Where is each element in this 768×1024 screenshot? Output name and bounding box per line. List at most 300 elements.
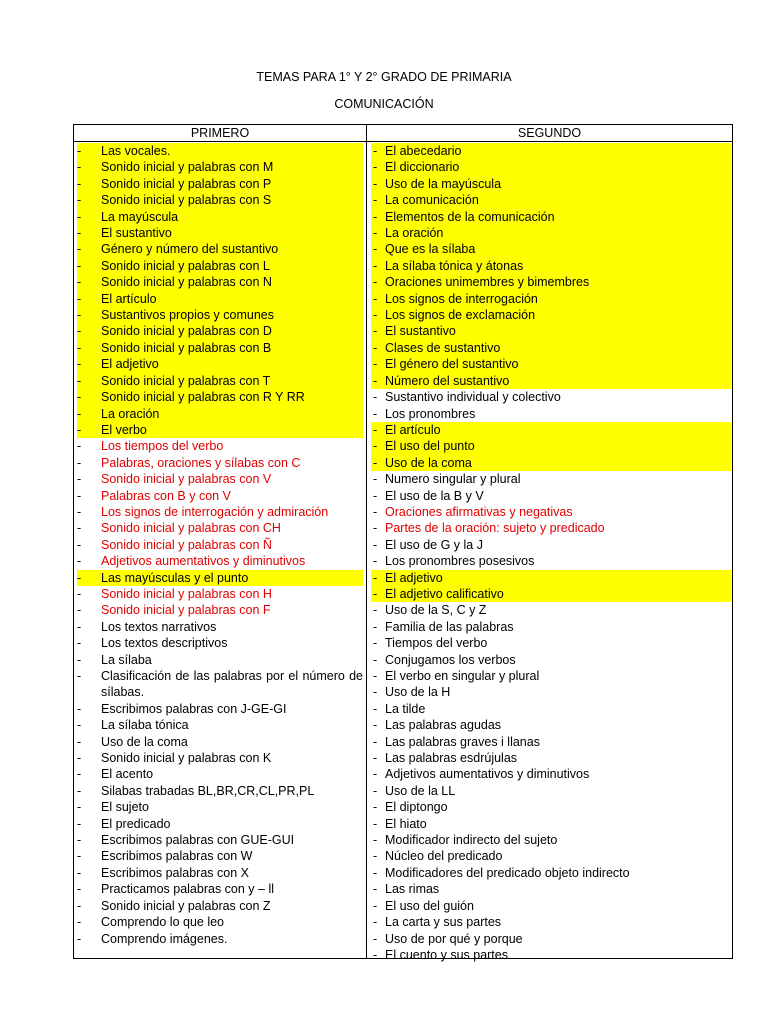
bullet-dash: - [373, 701, 378, 716]
bullet-dash: - [77, 144, 82, 158]
bullet-dash: - [373, 898, 378, 913]
bullet-dash: - [77, 193, 82, 208]
topic-text: El adjetivo [101, 357, 159, 372]
list-item-primero [77, 602, 363, 618]
bullet-dash: - [373, 176, 378, 191]
topic-text: Sonido inicial y palabras con Z [101, 898, 271, 913]
topic-text: La mayúscula [101, 209, 179, 224]
topic-text: Elementos de la comunicación [385, 209, 555, 224]
list-item-segundo [371, 684, 731, 700]
topic-text: Sustantivos propios y comunes [101, 308, 275, 323]
topic-text: Clasificación de las palabras por el número de sílabas. [101, 669, 363, 700]
list-item-primero [77, 881, 363, 897]
list-item-primero [77, 799, 363, 815]
list-item-primero [77, 750, 363, 766]
bullet-dash: - [77, 669, 82, 683]
topic-text: Uso de la mayúscula [385, 176, 502, 191]
list-item-primero [77, 898, 363, 914]
list-item-primero [77, 356, 363, 372]
list-item-primero [77, 209, 363, 225]
list-item-primero [77, 635, 363, 651]
bullet-dash: - [77, 455, 82, 470]
topic-text: Palabras, oraciones y sílabas con C [101, 455, 301, 470]
list-item-primero [77, 323, 363, 339]
topic-text: El acento [101, 767, 154, 782]
bullet-dash: - [77, 324, 82, 339]
header-segundo: SEGUNDO [517, 126, 582, 140]
topic-text: Sonido inicial y palabras con M [101, 160, 274, 175]
bullet-dash: - [373, 488, 378, 503]
topic-text: Numero singular y plural [385, 472, 521, 487]
bullet-dash: - [373, 882, 378, 897]
bullet-dash: - [373, 521, 378, 536]
bullet-dash: - [373, 816, 378, 831]
bullet-dash: - [77, 734, 82, 749]
list-item-segundo [371, 635, 731, 651]
bullet-dash: - [373, 833, 378, 848]
bullet-dash: - [373, 439, 378, 454]
list-item-segundo [371, 537, 731, 553]
list-item-segundo [371, 766, 731, 782]
page-subtitle: COMUNICACIÓN [334, 97, 434, 111]
bullet-dash: - [77, 275, 82, 290]
bullet-dash: - [77, 488, 82, 503]
list-item-segundo [371, 192, 731, 208]
list-item-primero [77, 848, 363, 864]
list-item-segundo [371, 209, 731, 225]
list-item-segundo [371, 898, 731, 914]
bullet-dash: - [77, 718, 82, 733]
topic-text: El uso del guión [385, 898, 474, 913]
topic-text: La comunicación [385, 193, 479, 208]
topic-text: Escribimos palabras con X [101, 865, 249, 880]
topic-text: Sonido inicial y palabras con D [101, 324, 272, 339]
bullet-dash: - [373, 324, 378, 339]
list-item-segundo [371, 422, 731, 438]
bullet-dash: - [373, 226, 378, 241]
topic-text: Sonido inicial y palabras con B [101, 340, 272, 355]
bullet-dash: - [373, 242, 378, 257]
bullet-dash: - [77, 652, 82, 667]
topic-text: El verbo en singular y plural [385, 669, 540, 683]
list-item-primero [77, 668, 363, 701]
bullet-dash: - [373, 586, 378, 601]
list-item-segundo [371, 914, 731, 930]
bullet-dash: - [77, 258, 82, 273]
list-item-segundo [371, 619, 731, 635]
bullet-dash: - [77, 160, 82, 175]
topic-text: El género del sustantivo [385, 357, 519, 372]
topic-text: La carta y sus partes [385, 915, 502, 930]
topic-text: Los signos de exclamación [385, 308, 536, 323]
list-item-primero [77, 258, 363, 274]
bullet-dash: - [373, 308, 378, 323]
bullet-dash: - [373, 357, 378, 372]
bullet-dash: - [77, 701, 82, 716]
list-item-primero [77, 488, 363, 504]
list-item-primero [77, 389, 363, 405]
list-item-segundo [371, 176, 731, 192]
list-item-segundo [371, 291, 731, 307]
bullet-dash: - [77, 176, 82, 191]
bullet-dash: - [77, 390, 82, 405]
bullet-dash: - [373, 652, 378, 667]
topics-table [73, 124, 733, 962]
list-item-segundo [371, 159, 731, 175]
topic-text: Familia de las palabras [385, 619, 514, 634]
topic-text: Las rimas [385, 882, 440, 897]
bullet-dash: - [373, 160, 378, 175]
topic-text: Las palabras graves i llanas [385, 734, 540, 749]
topic-text: Practicamos palabras con y – ll [101, 882, 274, 897]
topic-text: El adjetivo [385, 570, 443, 585]
bullet-dash: - [373, 751, 378, 766]
bullet-dash: - [77, 308, 82, 323]
topic-text: Los textos narrativos [101, 619, 217, 634]
primero-column [77, 143, 363, 947]
topic-text: Sustantivo individual y colectivo [385, 390, 561, 405]
topic-text: Sonido inicial y palabras con H [101, 586, 272, 601]
bullet-dash: - [77, 586, 82, 601]
bullet-dash: - [373, 931, 378, 946]
topic-text: El abecedario [385, 144, 462, 158]
list-item-segundo [371, 356, 731, 372]
list-item-primero [77, 832, 363, 848]
list-item-primero [77, 865, 363, 881]
bullet-dash: - [77, 800, 82, 815]
list-item-primero [77, 504, 363, 520]
topic-text: Sonido inicial y palabras con Ñ [101, 537, 272, 552]
bullet-dash: - [373, 636, 378, 651]
topic-text: El sustantivo [101, 226, 172, 241]
list-item-segundo [371, 307, 731, 323]
list-item-segundo [371, 504, 731, 520]
bullet-dash: - [373, 603, 378, 618]
topic-text: Número del sustantivo [385, 373, 510, 388]
bullet-dash: - [373, 291, 378, 306]
bullet-dash: - [373, 619, 378, 634]
list-item-segundo [371, 488, 731, 504]
topic-text: Uso de la coma [101, 734, 188, 749]
list-item-primero [77, 406, 363, 422]
topic-text: Oraciones afirmativas y negativas [385, 504, 573, 519]
bullet-dash: - [77, 751, 82, 766]
bullet-dash: - [77, 504, 82, 519]
list-item-primero [77, 340, 363, 356]
topic-text: Conjugamos los verbos [385, 652, 516, 667]
topic-text: Uso de la coma [385, 455, 472, 470]
topic-text: Modificador indirecto del sujeto [385, 833, 558, 848]
bullet-dash: - [373, 718, 378, 733]
list-item-primero [77, 701, 363, 717]
bullet-dash: - [77, 915, 82, 930]
list-item-primero [77, 931, 363, 947]
list-item-primero [77, 422, 363, 438]
topic-text: El predicado [101, 816, 171, 831]
topic-text: Comprendo imágenes. [101, 931, 228, 946]
table-header-row [74, 125, 732, 142]
topic-text: Sonido inicial y palabras con P [101, 176, 272, 191]
list-item-segundo [371, 143, 731, 159]
bullet-dash: - [77, 537, 82, 552]
header-primero: PRIMERO [190, 126, 250, 140]
topic-text: Los pronombres [385, 406, 476, 421]
bullet-dash: - [77, 898, 82, 913]
bullet-dash: - [77, 816, 82, 831]
list-item-segundo [371, 471, 731, 487]
bullet-dash: - [373, 865, 378, 880]
list-item-primero [77, 455, 363, 471]
list-item-segundo [371, 799, 731, 815]
list-item-segundo [371, 931, 731, 947]
bullet-dash: - [77, 340, 82, 355]
bullet-dash: - [373, 340, 378, 355]
topic-text: Escribimos palabras con J-GE-GI [101, 701, 287, 716]
topic-text: Clases de sustantivo [385, 340, 501, 355]
list-item-segundo [371, 570, 731, 586]
topic-text: Silabas trabadas BL,BR,CR,CL,PR,PL [101, 783, 315, 798]
topic-text: El uso del punto [385, 439, 475, 454]
bullet-dash: - [373, 193, 378, 208]
topic-text: Sonido inicial y palabras con L [101, 258, 270, 273]
topic-text: Sonido inicial y palabras con R Y RR [101, 390, 305, 405]
list-item-primero [77, 570, 363, 586]
topic-text: Modificadores del predicado objeto indirecto [385, 865, 630, 880]
list-item-primero [77, 520, 363, 536]
list-item-segundo [371, 586, 731, 602]
list-item-primero [77, 192, 363, 208]
topic-text: Los tiempos del verbo [101, 439, 224, 454]
list-item-segundo [371, 340, 731, 356]
topic-text: Partes de la oración: sujeto y predicado [385, 521, 605, 536]
list-item-segundo [371, 406, 731, 422]
topic-text: El uso de la B y V [385, 488, 484, 503]
bullet-dash: - [373, 373, 378, 388]
list-item-primero [77, 914, 363, 930]
bullet-dash: - [77, 373, 82, 388]
topic-text: Los textos descriptivos [101, 636, 228, 651]
list-item-segundo [371, 865, 731, 881]
list-item-segundo [371, 225, 731, 241]
list-item-segundo [371, 455, 731, 471]
topic-text: Adjetivos aumentativos y diminutivos [101, 554, 306, 569]
list-item-segundo [371, 602, 731, 618]
topic-text: Sonido inicial y palabras con K [101, 751, 272, 766]
bullet-dash: - [373, 570, 378, 585]
list-item-primero [77, 717, 363, 733]
list-item-primero [77, 291, 363, 307]
bullet-dash: - [373, 947, 378, 962]
topic-text: La sílaba [101, 652, 152, 667]
topic-text: El verbo [101, 422, 147, 437]
bullet-dash: - [77, 209, 82, 224]
list-item-segundo [371, 848, 731, 864]
list-item-primero [77, 652, 363, 668]
list-item-primero [77, 241, 363, 257]
bullet-dash: - [373, 275, 378, 290]
topic-text: Uso de por qué y porque [385, 931, 523, 946]
bullet-dash: - [77, 554, 82, 569]
list-item-primero [77, 159, 363, 175]
bullet-dash: - [77, 406, 82, 421]
list-item-primero [77, 274, 363, 290]
topic-text: Sonido inicial y palabras con CH [101, 521, 281, 536]
list-item-segundo [371, 717, 731, 733]
topic-text: El sujeto [101, 800, 149, 815]
bullet-dash: - [77, 472, 82, 487]
bullet-dash: - [373, 849, 378, 864]
bullet-dash: - [77, 636, 82, 651]
topic-text: Comprendo lo que leo [101, 915, 224, 930]
topic-text: Las palabras agudas [385, 718, 502, 733]
list-item-primero [77, 438, 363, 454]
list-item-primero [77, 537, 363, 553]
list-item-segundo [371, 274, 731, 290]
list-item-primero [77, 816, 363, 832]
topic-text: El cuento y sus partes [385, 947, 508, 962]
bullet-dash: - [373, 258, 378, 273]
bullet-dash: - [77, 422, 82, 437]
list-item-primero [77, 553, 363, 569]
bullet-dash: - [373, 783, 378, 798]
bullet-dash: - [77, 291, 82, 306]
bullet-dash: - [77, 226, 82, 241]
topic-text: Los signos de interrogación [385, 291, 538, 306]
bullet-dash: - [373, 455, 378, 470]
bullet-dash: - [373, 422, 378, 437]
topic-text: El uso de G y la J [385, 537, 483, 552]
topic-text: Escribimos palabras con GUE-GUI [101, 833, 295, 848]
bullet-dash: - [77, 570, 82, 585]
column-divider [366, 125, 367, 958]
page-title: TEMAS PARA 1° Y 2° GRADO DE PRIMARIA [256, 70, 512, 84]
topic-text: Palabras con B y con V [101, 488, 231, 503]
topic-text: Las mayúsculas y el punto [101, 570, 249, 585]
bullet-dash: - [373, 209, 378, 224]
list-item-segundo [371, 668, 731, 684]
list-item-primero [77, 471, 363, 487]
topic-text: La oración [385, 226, 444, 241]
list-item-segundo [371, 881, 731, 897]
list-item-segundo [371, 734, 731, 750]
topic-text: La tilde [385, 701, 426, 716]
topic-text: El artículo [101, 291, 157, 306]
bullet-dash: - [373, 915, 378, 930]
list-item-segundo [371, 750, 731, 766]
bullet-dash: - [77, 931, 82, 946]
bullet-dash: - [373, 669, 378, 683]
list-item-segundo [371, 553, 731, 569]
bullet-dash: - [77, 767, 82, 782]
list-item-segundo [371, 652, 731, 668]
topic-text: Tiempos del verbo [385, 636, 488, 651]
bullet-dash: - [77, 849, 82, 864]
list-item-primero [77, 766, 363, 782]
list-item-primero [77, 225, 363, 241]
bullet-dash: - [77, 865, 82, 880]
list-item-segundo [371, 241, 731, 257]
bullet-dash: - [77, 783, 82, 798]
bullet-dash: - [373, 685, 378, 700]
bullet-dash: - [77, 833, 82, 848]
list-item-segundo [371, 373, 731, 389]
bullet-dash: - [77, 882, 82, 897]
list-item-segundo [371, 947, 731, 963]
topic-text: El adjetivo calificativo [385, 586, 504, 601]
topic-text: Que es la sílaba [385, 242, 476, 257]
bullet-dash: - [373, 504, 378, 519]
list-item-segundo [371, 832, 731, 848]
topic-text: Los signos de interrogación y admiración [101, 504, 329, 519]
bullet-dash: - [373, 472, 378, 487]
list-item-segundo [371, 701, 731, 717]
topic-text: Adjetivos aumentativos y diminutivos [385, 767, 590, 782]
list-item-segundo [371, 258, 731, 274]
bullet-dash: - [77, 439, 82, 454]
list-item-segundo [371, 520, 731, 536]
bullet-dash: - [77, 242, 82, 257]
list-item-primero [77, 734, 363, 750]
list-item-segundo [371, 389, 731, 405]
bullet-dash: - [373, 554, 378, 569]
topic-text: La sílaba tónica y átonas [385, 258, 524, 273]
topic-text: El diptongo [385, 800, 448, 815]
topic-text: Uso de la H [385, 685, 451, 700]
topic-text: El sustantivo [385, 324, 456, 339]
topic-text: El diccionario [385, 160, 460, 175]
bullet-dash: - [373, 390, 378, 405]
segundo-column [371, 143, 731, 963]
list-item-segundo [371, 816, 731, 832]
topic-text: El hiato [385, 816, 427, 831]
list-item-segundo [371, 783, 731, 799]
topic-text: Uso de la LL [385, 783, 456, 798]
topic-text: El artículo [385, 422, 441, 437]
list-item-primero [77, 176, 363, 192]
bullet-dash: - [373, 767, 378, 782]
bullet-dash: - [77, 619, 82, 634]
list-item-primero [77, 783, 363, 799]
bullet-dash: - [373, 537, 378, 552]
bullet-dash: - [373, 800, 378, 815]
topic-text: Sonido inicial y palabras con V [101, 472, 272, 487]
topic-text: Las palabras esdrújulas [385, 751, 518, 766]
list-item-primero [77, 307, 363, 323]
topic-text: Núcleo del predicado [385, 849, 503, 864]
bullet-dash: - [77, 603, 82, 618]
list-item-primero [77, 143, 363, 159]
topic-text: Sonido inicial y palabras con S [101, 193, 272, 208]
topic-text: Uso de la S, C y Z [385, 603, 487, 618]
topic-text: Sonido inicial y palabras con F [101, 603, 271, 618]
topic-text: La sílaba tónica [101, 718, 189, 733]
bullet-dash: - [373, 406, 378, 421]
list-item-segundo [371, 323, 731, 339]
topic-text: Sonido inicial y palabras con N [101, 275, 272, 290]
topic-text: Género y número del sustantivo [101, 242, 279, 257]
topic-text: Escribimos palabras con W [101, 849, 253, 864]
list-item-primero [77, 619, 363, 635]
topic-text: La oración [101, 406, 160, 421]
bullet-dash: - [77, 357, 82, 372]
list-item-segundo [371, 438, 731, 454]
list-item-primero [77, 586, 363, 602]
topic-text: Oraciones unimembres y bimembres [385, 275, 590, 290]
bullet-dash: - [373, 734, 378, 749]
topic-text: Sonido inicial y palabras con T [101, 373, 271, 388]
topic-text: Las vocales. [101, 144, 171, 158]
bullet-dash: - [373, 144, 378, 158]
